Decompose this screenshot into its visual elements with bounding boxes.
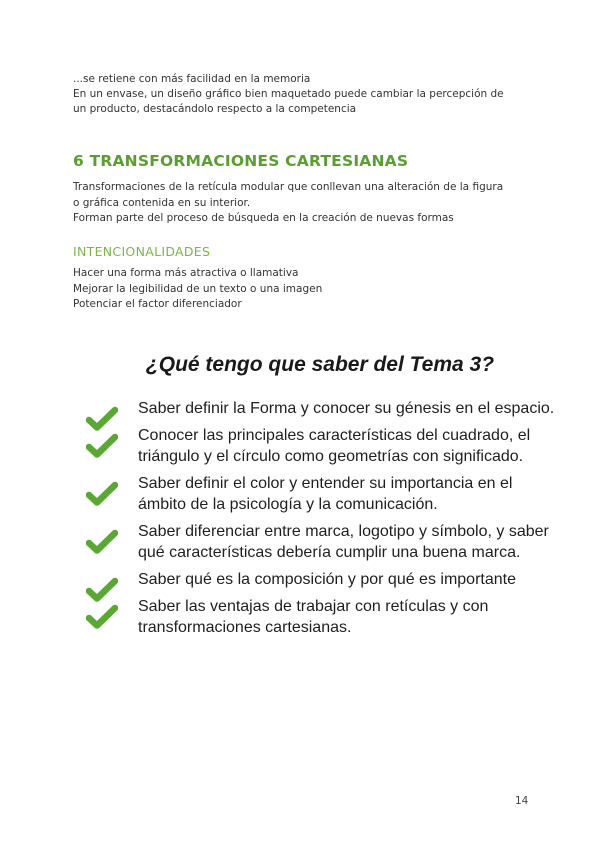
intention-item: Hacer una forma más atractiva o llamativa <box>73 267 299 279</box>
checklist-item <box>86 473 556 515</box>
section-title: 6 TRANSFORMACIONES CARTESIANAS <box>73 152 409 170</box>
checklist-item-text: Saber qué es la composición y por qué es importante <box>138 571 516 588</box>
checklist-item-text: Saber diferenciar entre marca, logotipo y símbolo, y saber qué características debería cumplir una buena marca. <box>138 523 549 561</box>
intention-item: Potenciar el factor diferenciador <box>73 298 242 310</box>
intro-line: ...se retiene con más facilidad en la memoria <box>73 73 311 85</box>
checklist-item-text: Conocer las principales características del cuadrado, el triángulo y el círculo como geometrías con significado. <box>138 427 531 465</box>
checklist-item <box>86 521 556 563</box>
intro-line: un producto, destacándolo respecto a la competencia <box>73 103 357 115</box>
checklist-item-text: Saber las ventajas de trabajar con retículas y con transformaciones cartesianas. <box>138 598 489 636</box>
checklist-item <box>86 596 556 638</box>
intentions-list <box>73 266 543 313</box>
checklist-item <box>86 425 556 467</box>
intro-text <box>73 72 543 117</box>
intention-item: Mejorar la legibilidad de un texto o una imagen <box>73 282 323 295</box>
section-line: o gráfica contenida en su interior. <box>73 196 251 209</box>
checklist-item <box>86 569 556 590</box>
checklist-item-text: Saber definir el color y entender su importancia en el ámbito de la psicología y la comunicación. <box>138 475 513 513</box>
checkmark-icon <box>86 529 118 555</box>
checklist-heading: ¿Qué tengo que saber del Tema 3? <box>145 353 495 376</box>
section-description <box>73 180 543 227</box>
checkmark-icon <box>86 433 118 459</box>
section-line: Transformaciones de la retícula modular que conllevan una alteración de la figura <box>73 181 504 193</box>
intro-line: En un envase, un diseño gráfico bien maquetado puede cambiar la percepción de <box>73 88 504 100</box>
intentions-title: INTENCIONALIDADES <box>73 244 211 259</box>
section-line: Forman parte del proceso de búsqueda en la creación de nuevas formas <box>73 212 454 224</box>
checklist-item-text: Saber definir la Forma y conocer su génesis en el espacio. <box>138 400 555 417</box>
checklist-item <box>86 398 556 419</box>
checkmark-icon <box>86 481 118 507</box>
checklist <box>86 398 556 644</box>
page-number: 14 <box>515 795 529 807</box>
checkmark-icon <box>86 604 118 630</box>
